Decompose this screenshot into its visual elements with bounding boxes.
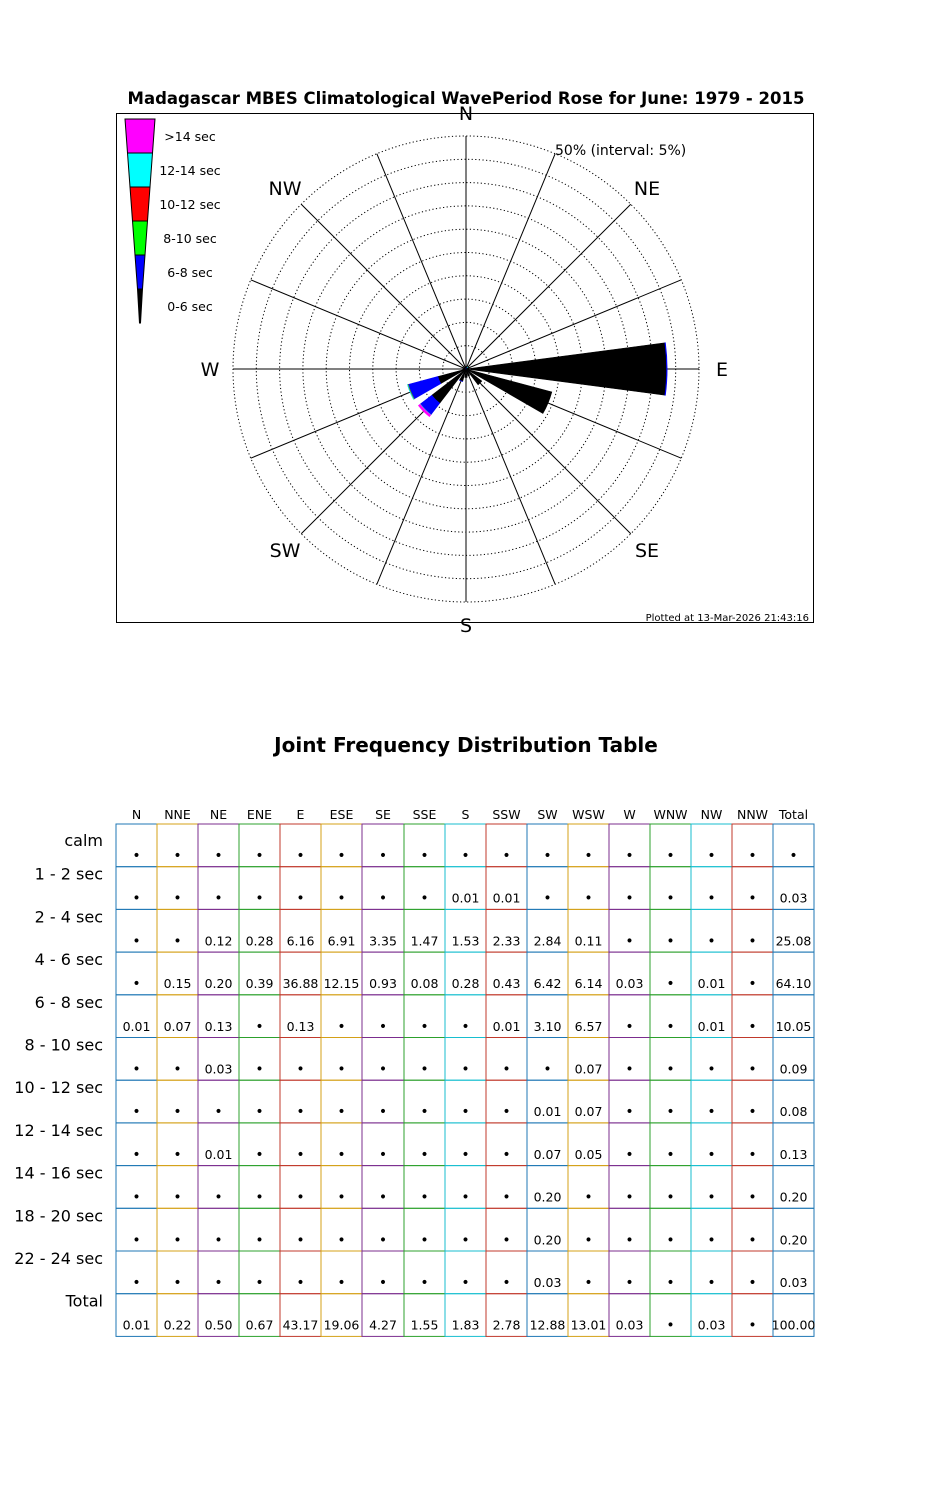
table-cell: • (748, 1232, 757, 1249)
table-cell: 0.13 (286, 1018, 315, 1034)
table-cell: • (132, 848, 141, 864)
table-cell: • (502, 1189, 511, 1206)
table-cell: • (378, 1061, 388, 1078)
compass-label-ne: NE (633, 178, 661, 200)
table-cell: 0.03 (204, 1061, 233, 1077)
table-cell: • (543, 848, 552, 864)
table-cell: • (296, 1146, 305, 1163)
table-cell: • (748, 933, 757, 950)
table-cell: • (378, 890, 388, 907)
grid-spoke (466, 204, 631, 369)
row-label: 6 - 8 sec (34, 992, 103, 1012)
table-cell: • (666, 1018, 675, 1035)
wave-period-rose-chart (116, 103, 814, 637)
table-cell: 100.00 (771, 1317, 816, 1333)
column-header: WNW (653, 807, 688, 822)
table-cell: 1.83 (451, 1317, 480, 1333)
table-cell: 0.12 (204, 933, 233, 949)
table-cell: • (132, 1275, 141, 1291)
table-cell: • (748, 1275, 757, 1291)
table-cell: • (625, 1232, 634, 1249)
column-header: E (296, 807, 305, 822)
table-cell: • (707, 1189, 716, 1206)
table-cell: 0.01 (492, 1018, 521, 1034)
table-cell: • (543, 890, 552, 907)
table-cell: 0.20 (204, 976, 233, 992)
table-cell: • (461, 1018, 470, 1035)
table-cell: 2.33 (492, 933, 521, 949)
table-cell: • (173, 1104, 182, 1121)
table-cell: 0.01 (122, 1317, 151, 1333)
jfd-table-title: Joint Frequency Distribution Table (274, 733, 658, 757)
row-label: 12 - 14 sec (14, 1120, 103, 1140)
rose-radius-label: 50% (interval: 5%) (555, 143, 687, 159)
table-cell: • (420, 1232, 429, 1249)
table-cell: • (707, 848, 716, 864)
table-cell: 0.03 (779, 1275, 808, 1290)
table-cell: • (173, 1232, 182, 1249)
table-cell: 10.05 (775, 1018, 812, 1034)
table-cell: 2.84 (533, 933, 562, 949)
legend-swatch (128, 153, 153, 187)
table-cell: 0.67 (245, 1317, 274, 1333)
table-cell: • (296, 848, 305, 864)
table-cell: • (378, 1018, 388, 1035)
table-cell: • (255, 890, 264, 907)
table-cell: • (502, 1104, 511, 1121)
row-label: 2 - 4 sec (34, 907, 103, 927)
column-header: N (131, 807, 142, 822)
table-cell: • (666, 1317, 675, 1334)
table-cell: • (296, 890, 305, 907)
table-cell: 2.78 (492, 1317, 521, 1333)
table-cell: 0.03 (533, 1275, 562, 1290)
table-cell: • (255, 1275, 264, 1291)
table-cell: • (255, 1146, 264, 1163)
compass-label-w: W (200, 359, 220, 381)
table-cell: • (132, 1146, 141, 1163)
table-cell: • (255, 1104, 264, 1121)
column-header: NW (700, 807, 723, 822)
table-cell: • (502, 1232, 511, 1249)
table-cell: • (748, 1061, 757, 1078)
table-cell: • (420, 890, 429, 907)
table-cell: • (255, 1018, 264, 1035)
table-cell: • (296, 1061, 305, 1078)
table-cell: 0.03 (697, 1317, 726, 1333)
table-cell: 0.43 (492, 976, 521, 992)
table-cell: • (707, 1232, 716, 1249)
table-cell: • (255, 1232, 264, 1249)
compass-label-e: E (715, 359, 729, 381)
table-cell: • (461, 1146, 470, 1163)
table-cell: • (132, 1232, 141, 1249)
table-cell: • (255, 1061, 264, 1078)
table-cell: • (132, 976, 141, 993)
column-header: NNW (736, 807, 769, 822)
row-label: Total (65, 1291, 103, 1311)
table-cell: 0.13 (779, 1146, 808, 1162)
table-cell: • (461, 1275, 470, 1291)
table-cell: • (502, 848, 511, 864)
table-cell: • (707, 933, 716, 950)
table-cell: • (337, 1104, 346, 1121)
legend-swatch (133, 221, 148, 255)
column-header: S (461, 807, 470, 822)
table-cell: 6.14 (574, 976, 603, 992)
table-cell: • (666, 1189, 675, 1206)
column-header: Total (778, 807, 809, 822)
table-cell: • (132, 890, 141, 907)
table-cell: 0.01 (122, 1018, 151, 1034)
table-cell: • (707, 890, 716, 907)
table-cell: 0.15 (163, 976, 192, 992)
table-cell: • (214, 848, 223, 864)
table-cell: 0.50 (204, 1317, 233, 1333)
column-header: NNE (164, 807, 191, 822)
table-cell: • (173, 1061, 182, 1078)
table-cell: • (625, 1061, 634, 1078)
table-cell: • (502, 1146, 511, 1163)
column-header: ESE (329, 807, 354, 822)
compass-label-n: N (458, 103, 474, 125)
table-cell: • (748, 890, 757, 907)
table-cell: 0.08 (410, 976, 439, 992)
table-cell: 0.07 (533, 1146, 562, 1162)
table-cell: • (420, 1189, 429, 1206)
joint-frequency-table (0, 800, 900, 1360)
compass-label-sw: SW (269, 540, 301, 562)
legend-swatch (125, 119, 155, 153)
table-cell: • (584, 890, 593, 907)
grid-spoke (301, 204, 466, 369)
column-header: ENE (246, 807, 273, 822)
table-cell: • (625, 890, 634, 907)
table-cell: • (173, 1146, 182, 1163)
table-cell: • (461, 1232, 470, 1249)
row-label: 18 - 20 sec (14, 1206, 103, 1226)
table-cell: • (420, 1104, 429, 1121)
table-cell: • (666, 1061, 675, 1078)
table-cell: 0.09 (779, 1061, 808, 1077)
table-cell: • (748, 1018, 757, 1035)
table-cell: • (378, 1275, 388, 1291)
table-cell: • (337, 1018, 346, 1035)
table-cell: • (543, 1061, 552, 1078)
rose-chart-title: Madagascar MBES Climatological WavePeriod Rose for June: 1979 - 2015 (127, 89, 805, 108)
table-cell: 3.10 (533, 1018, 562, 1034)
table-cell: 6.16 (286, 933, 315, 949)
table-cell: 43.17 (282, 1317, 319, 1333)
table-cell: • (666, 933, 675, 950)
table-cell: • (461, 848, 470, 864)
table-cell: • (666, 1275, 675, 1291)
table-cell: 0.20 (533, 1232, 562, 1248)
table-cell: • (255, 848, 264, 864)
table-cell: • (420, 1061, 429, 1078)
table-cell: 25.08 (775, 933, 812, 949)
table-cell: • (296, 1275, 305, 1291)
table-cell: • (707, 1104, 716, 1121)
rose-wedges (407, 343, 667, 417)
table-cell: • (666, 848, 675, 864)
table-cell: • (132, 1104, 141, 1121)
table-cell: 0.01 (697, 1018, 726, 1034)
table-cell: 0.07 (574, 1061, 603, 1077)
row-label: 4 - 6 sec (34, 950, 103, 970)
legend-swatch (138, 289, 143, 323)
table-cell: 0.01 (533, 1104, 562, 1120)
table-cell: • (461, 1189, 470, 1206)
table-cell: 12.15 (323, 976, 360, 992)
table-cell: • (420, 1018, 429, 1035)
table-cell: 0.03 (779, 890, 808, 906)
table-cell: • (337, 848, 346, 864)
table-cell: • (707, 1061, 716, 1078)
table-cell: 1.53 (451, 933, 480, 949)
row-label: 14 - 16 sec (14, 1163, 103, 1183)
table-cell: • (337, 1061, 346, 1078)
table-cell: • (502, 1275, 511, 1291)
table-cell: • (625, 848, 634, 864)
table-cell: 0.08 (779, 1104, 808, 1120)
table-cell: • (378, 1189, 388, 1206)
table-cell: 0.22 (163, 1317, 192, 1333)
row-label: calm (64, 831, 103, 850)
table-cell: • (584, 848, 593, 864)
table-cell: 0.28 (245, 933, 274, 949)
table-cell: • (214, 1104, 223, 1121)
rose-legend (125, 119, 221, 323)
table-cell: 6.57 (574, 1018, 603, 1034)
table-cell: 0.01 (204, 1146, 233, 1162)
table-cell: • (337, 1275, 346, 1291)
table-cell: • (748, 1104, 757, 1121)
table-cell: • (748, 1146, 757, 1163)
table-cell: • (707, 1275, 716, 1291)
table-cell: • (296, 1104, 305, 1121)
table-cell: • (132, 1189, 141, 1206)
table-cell: • (420, 1146, 429, 1163)
legend-label: 8-10 sec (163, 231, 217, 246)
legend-label: 10-12 sec (159, 197, 221, 212)
table-cell: • (666, 890, 675, 907)
table-cell: • (584, 1232, 593, 1249)
row-label: 8 - 10 sec (24, 1035, 103, 1055)
table-cell: • (707, 1146, 716, 1163)
grid-spoke (251, 280, 466, 369)
table-cell: • (214, 1189, 223, 1206)
column-header: NE (209, 807, 228, 822)
table-cell: • (584, 1275, 593, 1291)
table-cell: 6.42 (533, 976, 562, 992)
table-cell: 0.01 (697, 976, 726, 992)
column-header: SSW (492, 807, 521, 822)
table-cell: • (337, 1189, 346, 1206)
table-cell: 0.39 (245, 976, 274, 992)
table-cell: 3.35 (369, 933, 397, 949)
table-cell: • (378, 1146, 388, 1163)
table-cell: 64.10 (775, 976, 812, 992)
table-cell: • (461, 1061, 470, 1078)
table-cell: • (748, 1317, 757, 1334)
legend-label: >14 sec (164, 129, 216, 144)
table-row-labels (14, 831, 103, 1311)
column-header: WSW (572, 807, 605, 822)
table-cell: • (173, 890, 182, 907)
table-cell: 1.47 (410, 933, 439, 949)
table-cell: 0.01 (492, 890, 521, 906)
row-label: 22 - 24 sec (14, 1249, 103, 1268)
table-cell: • (748, 848, 757, 864)
column-header: SE (375, 807, 391, 822)
table-cell: • (214, 1275, 223, 1291)
grid-spoke (377, 369, 466, 584)
table-cell: • (789, 848, 798, 864)
grid-spoke (377, 154, 466, 369)
rose-wedge-e-0-6-sec (466, 343, 667, 395)
table-cell: • (378, 1104, 388, 1121)
table-cell: • (337, 1232, 346, 1249)
table-cell: • (378, 1232, 388, 1249)
table-cell: • (666, 1104, 675, 1121)
table-column-headers (132, 807, 808, 822)
table-cell: 1.55 (410, 1317, 439, 1333)
table-cell: • (625, 1275, 634, 1291)
table-cell: • (625, 1146, 634, 1163)
table-cell: • (666, 976, 675, 993)
row-label: 10 - 12 sec (14, 1078, 103, 1098)
table-cell: • (173, 1189, 182, 1206)
table-cell: • (255, 1189, 264, 1206)
column-header: SW (537, 807, 558, 822)
table-cell: • (420, 1275, 429, 1291)
legend-swatch (135, 255, 145, 289)
table-cell: • (748, 976, 757, 993)
row-label: 1 - 2 sec (34, 864, 103, 884)
column-header: SSE (412, 807, 437, 822)
table-cell: • (502, 1061, 511, 1078)
table-cell: • (296, 1189, 305, 1206)
table-cell: • (625, 1189, 634, 1206)
table-cell: 0.05 (574, 1146, 603, 1162)
table-cell: 4.27 (369, 1317, 397, 1333)
table-cell: 13.01 (570, 1317, 607, 1333)
table-cell: 0.11 (574, 933, 603, 949)
table-cell: • (461, 1104, 470, 1121)
table-cell: 19.06 (323, 1317, 360, 1333)
table-cell: • (584, 1189, 593, 1206)
legend-label: 6-8 sec (167, 265, 213, 280)
table-cell: 0.07 (574, 1104, 603, 1120)
table-cell: • (420, 848, 429, 864)
table-cell: • (625, 1018, 634, 1035)
compass-label-nw: NW (268, 178, 302, 200)
table-cell: 0.03 (615, 1317, 644, 1333)
table-cell: 0.13 (204, 1018, 233, 1034)
table-cell: 0.20 (533, 1189, 562, 1205)
compass-label-s: S (459, 615, 473, 637)
table-cell: 0.28 (451, 976, 480, 992)
table-cell: • (132, 933, 141, 950)
table-cell: 0.93 (369, 976, 397, 992)
table-cell: • (173, 848, 182, 864)
table-cell: 0.20 (779, 1232, 808, 1248)
table-cell: • (378, 848, 388, 864)
table-cell: • (173, 933, 182, 950)
table-cell: 0.01 (451, 890, 480, 906)
table-cell: • (214, 890, 223, 907)
table-cell: 6.91 (327, 933, 356, 949)
column-header: W (623, 807, 636, 822)
plotted-timestamp: Plotted at 13-Mar-2026 21:43:16 (645, 613, 809, 624)
table-cell: • (625, 933, 634, 950)
table-cell: 0.07 (163, 1018, 192, 1034)
grid-spoke (466, 154, 555, 369)
table-cells (123, 848, 816, 1334)
table-cell: 36.88 (282, 976, 319, 992)
table-cell: • (132, 1061, 141, 1078)
table-cell: • (625, 1104, 634, 1121)
table-cell: 0.03 (615, 976, 644, 992)
table-cell: 0.20 (779, 1189, 808, 1205)
table-cell: • (337, 1146, 346, 1163)
legend-label: 0-6 sec (167, 299, 213, 314)
table-cell: • (666, 1146, 675, 1163)
table-cell: • (214, 1232, 223, 1249)
table-cell: • (748, 1189, 757, 1206)
table-cell: • (666, 1232, 675, 1249)
table-cell: 12.88 (529, 1317, 566, 1333)
legend-label: 12-14 sec (159, 163, 221, 178)
table-cell: • (173, 1275, 182, 1291)
legend-swatch (130, 187, 150, 221)
compass-label-se: SE (634, 540, 660, 562)
table-cell: • (337, 890, 346, 907)
table-cell: • (296, 1232, 305, 1249)
